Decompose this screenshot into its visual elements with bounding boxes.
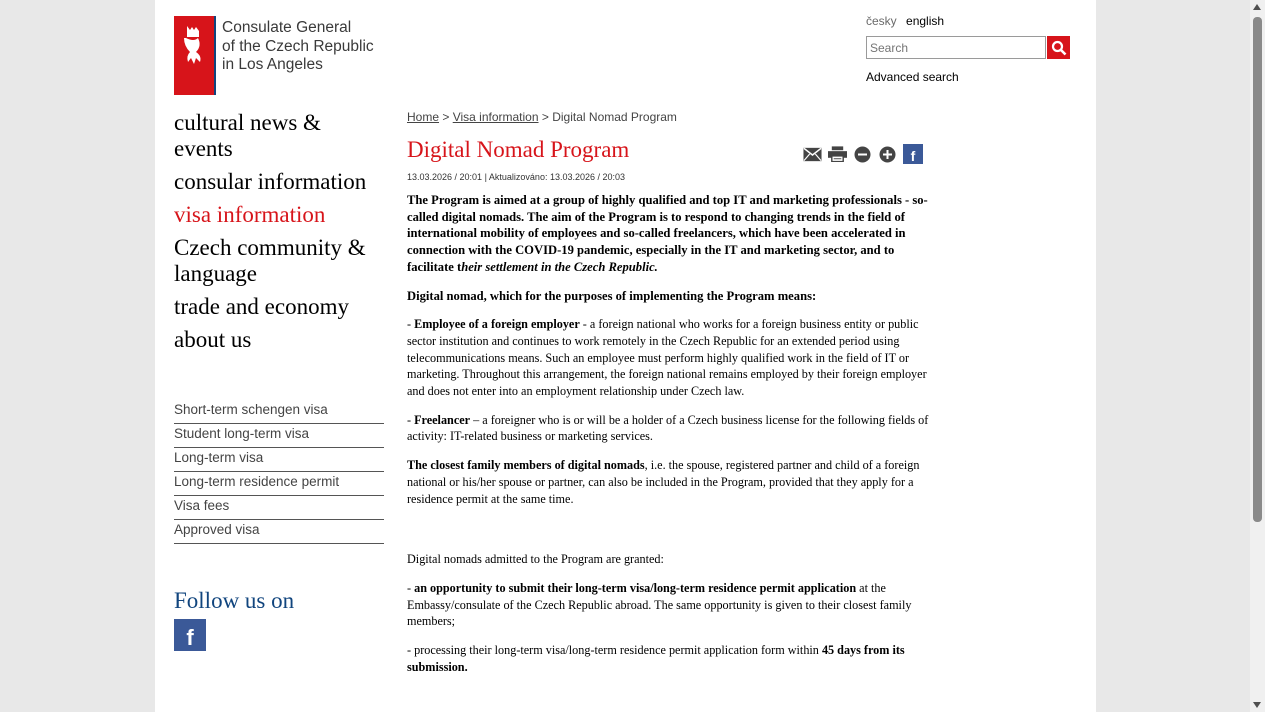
facebook-icon: f xyxy=(186,625,194,650)
lang-czech-link[interactable]: česky xyxy=(866,14,897,28)
granted-item-2-text: - processing their long-term visa/long-term residence permit application form within xyxy=(407,643,822,658)
definition-heading: Digital nomad, which for the purposes of implementing the Program means: xyxy=(407,288,817,303)
lead-text-italic: heir settlement in the Czech Republic. xyxy=(461,259,658,274)
granted-item-1-text: at the Embassy/consulate of the Czech Republic abroad. The same opportunity is given to their closest family members; xyxy=(407,580,912,629)
article-body xyxy=(407,192,932,675)
search-icon xyxy=(1051,40,1067,56)
logo-line-3: in Los Angeles xyxy=(222,56,323,73)
search-input[interactable] xyxy=(866,36,1046,59)
breadcrumb-current: Digital Nomad Program xyxy=(552,110,677,124)
granted-item-2 xyxy=(407,642,932,675)
employee-paragraph xyxy=(407,316,932,400)
freelancer-term: Freelancer xyxy=(414,412,471,427)
granted-item-2-bold: 45 days from its submission. xyxy=(407,643,905,674)
facebook-follow-link[interactable] xyxy=(174,619,206,651)
scroll-down-arrow-icon[interactable] xyxy=(1253,702,1261,708)
employee-text: - a foreign national who works for a foreign business entity or public sector institution and continues to work remotely in the Czech Republic for an extended period using telecommunications means. Such an employee must perform highly qualified work in the field of IT or marketing. Throughout this arrangement, the foreign national remains employed by their foreign employer and does not enter into an employment relationship under Czech law. xyxy=(407,317,927,399)
main-nav-about-us[interactable]: about us xyxy=(174,327,252,352)
main-nav-consular-information[interactable]: consular information xyxy=(174,169,367,194)
sub-nav-approved-visa[interactable]: Approved visa xyxy=(174,520,384,544)
breadcrumb-separator: > xyxy=(538,110,553,124)
breadcrumb-separator: > xyxy=(439,110,453,124)
list-dash: - xyxy=(407,317,415,332)
follow-us-heading: Follow us on xyxy=(174,588,295,613)
sub-nav-long-term-visa[interactable]: Long-term visa xyxy=(174,448,384,472)
sub-nav xyxy=(174,400,384,544)
article xyxy=(407,110,932,687)
sub-nav-student-long-term-visa[interactable]: Student long-term visa xyxy=(174,424,384,448)
scroll-up-arrow-icon[interactable] xyxy=(1253,4,1261,10)
family-text: , i.e. the spouse, registered partner and child of a foreign national or his/her spouse or partner, can also be included in the Program, provided that they apply for a residence permit at the same time. xyxy=(407,458,920,506)
breadcrumb-home[interactable]: Home xyxy=(407,110,440,124)
freelancer-text: – a foreigner who is or will be a holder of a Czech business license for the following fields of activity: IT-related business or marketing services. xyxy=(407,412,929,444)
breadcrumb-visa-information[interactable]: Visa information xyxy=(452,110,539,124)
employee-term: Employee of a foreign employer xyxy=(414,317,580,332)
facebook-icon: f xyxy=(910,148,916,164)
freelancer-paragraph xyxy=(407,412,932,445)
logo-line-2: of the Czech Republic xyxy=(222,37,374,55)
breadcrumb xyxy=(407,110,932,124)
czech-lion-emblem-icon xyxy=(174,16,214,95)
main-nav-cultural-news[interactable]: cultural news & events xyxy=(174,110,321,161)
main-nav-trade-economy[interactable]: trade and economy xyxy=(174,294,349,319)
logo-text xyxy=(222,19,374,75)
family-term: The closest family members of digital nomads xyxy=(407,458,645,473)
main-nav-visa-information[interactable]: visa information xyxy=(174,202,326,227)
lead-text: The Program is aimed at a group of highly qualified and top IT and marketing professionals - so-called digital nomads. The aim of the Program is to respond to changing trends in the field of international mobility of employees and so-called freelancers, which have been accelerated in connection with the COVID-19 pandemic, especially in the IT and marketing sector, and to facilitate t xyxy=(407,193,928,274)
logo-line-1: Consulate General xyxy=(222,19,352,36)
advanced-search-link[interactable]: Advanced search xyxy=(866,70,959,84)
search-box xyxy=(866,36,1070,59)
main-nav xyxy=(174,110,384,360)
sub-nav-visa-fees[interactable]: Visa fees xyxy=(174,496,384,520)
page xyxy=(155,0,1096,712)
article-lead xyxy=(407,192,932,276)
language-switcher xyxy=(866,14,944,28)
vertical-scrollbar[interactable] xyxy=(1250,0,1265,712)
granted-heading: Digital nomads admitted to the Program are granted: xyxy=(407,552,664,567)
lang-english-link[interactable]: english xyxy=(906,14,945,28)
search-button[interactable] xyxy=(1047,36,1070,59)
granted-item-1 xyxy=(407,580,932,630)
sub-nav-long-term-residence-permit[interactable]: Long-term residence permit xyxy=(174,472,384,496)
sub-nav-short-term-schengen-visa[interactable]: Short-term schengen visa xyxy=(174,400,384,424)
list-dash: - xyxy=(407,580,415,595)
family-paragraph xyxy=(407,457,932,507)
list-dash: - xyxy=(407,412,415,427)
logo[interactable] xyxy=(174,16,384,96)
scrollbar-thumb[interactable] xyxy=(1253,17,1262,522)
article-date: 13.03.2026 / 20:01 | Aktualizováno: 13.03.2026 / 20:03 xyxy=(407,172,626,182)
page-title: Digital Nomad Program xyxy=(407,137,630,162)
main-nav-czech-community[interactable]: Czech community & language xyxy=(174,235,366,286)
granted-item-1-bold: an opportunity to submit their long-term visa/long-term residence permit application xyxy=(414,580,857,595)
